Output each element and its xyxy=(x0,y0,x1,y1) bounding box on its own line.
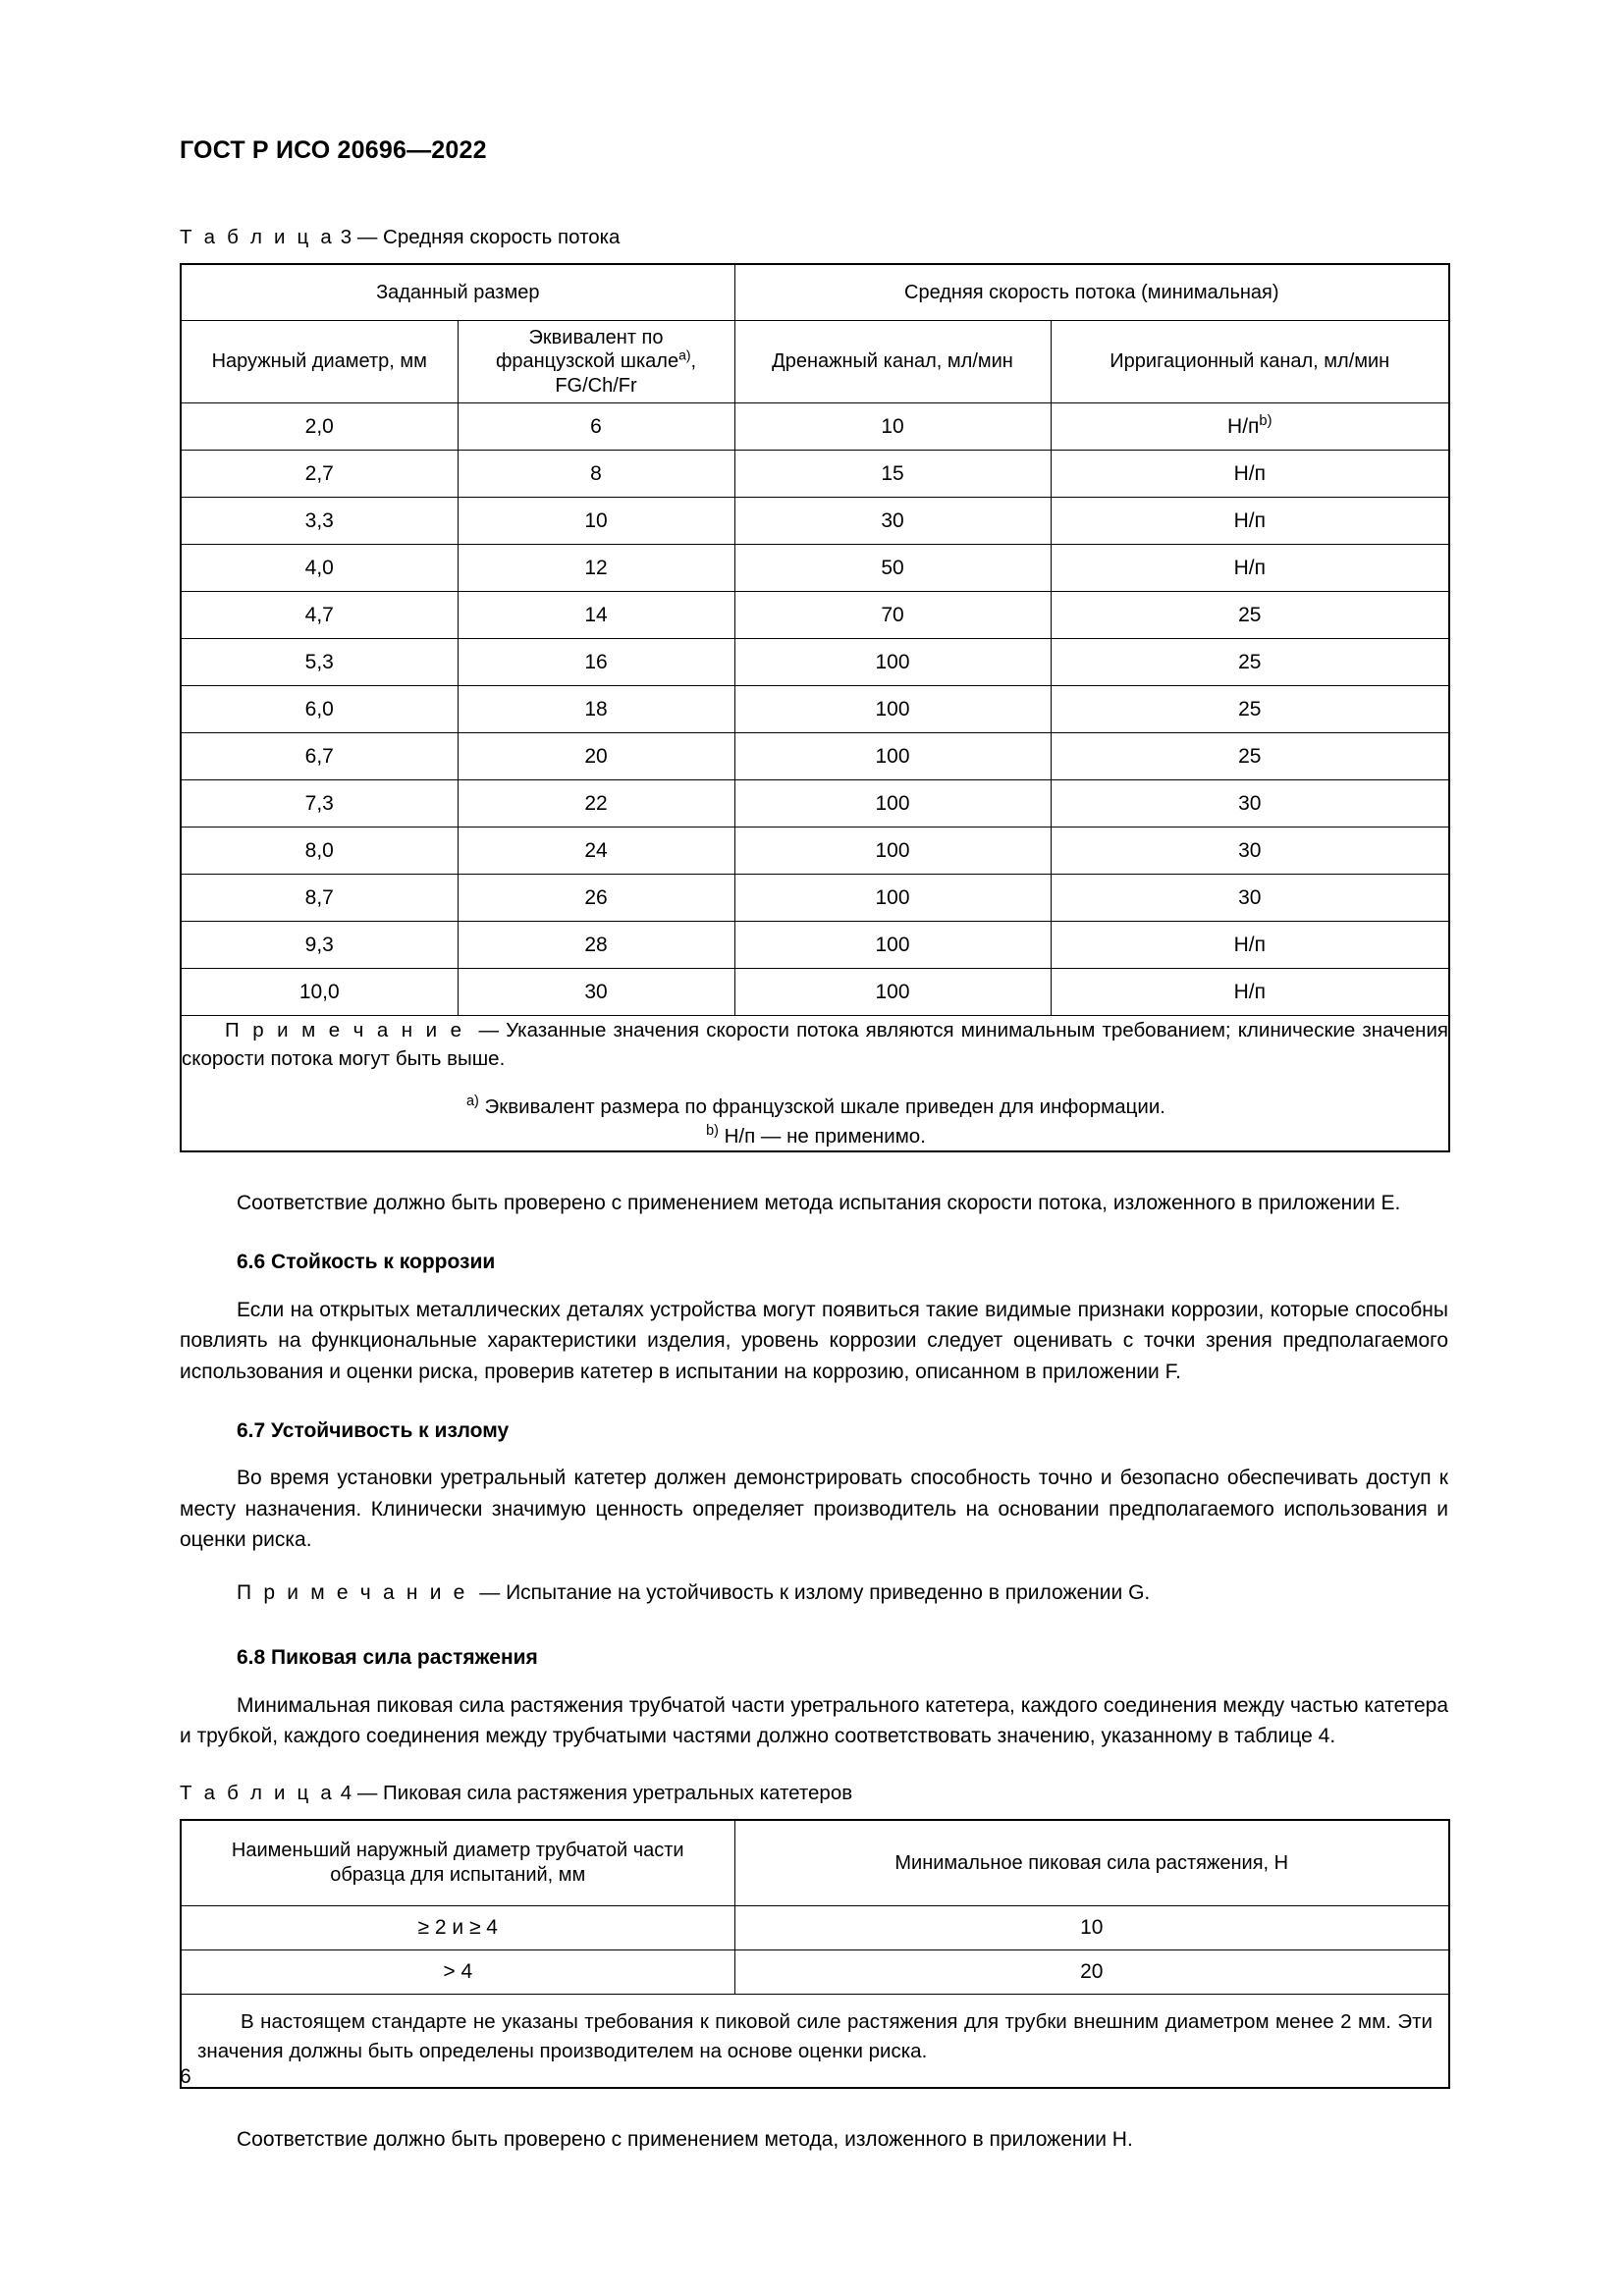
section-6-7-note xyxy=(180,1577,1448,1609)
table3 xyxy=(180,263,1450,1152)
cell-drainage: 70 xyxy=(734,592,1051,639)
section-6-7-text: Во время установки уретральный катетер должен демонстрировать способность точно и безопасно обеспечивать доступ к месту назначения. Клинически значимую ценность определяет производитель на основании предполагаемого использования и оценки риска. xyxy=(180,1467,1448,1552)
cell-diameter: 7,3 xyxy=(181,780,458,828)
cell-diameter: 10,0 xyxy=(181,969,458,1016)
cell-drainage: 100 xyxy=(734,875,1051,922)
table3-col-french-scale-text: Эквивалент по французской шкале xyxy=(495,327,679,373)
spacer xyxy=(180,1277,1448,1295)
cell-diameter: 2,0 xyxy=(181,403,458,451)
cell-drainage: 100 xyxy=(734,686,1051,733)
table-row xyxy=(181,639,1449,686)
table3-footnote-a-text: Эквивалент размера по французской шкале приведен для информации. xyxy=(484,1095,1165,1119)
spacer xyxy=(180,1387,1448,1416)
table4-note xyxy=(181,1995,1449,2088)
table3-col-drainage-channel: Дренажный канал, мл/мин xyxy=(734,321,1051,403)
cell-drainage: 100 xyxy=(734,922,1051,969)
section-6-7-title: 6.7 Устойчивость к излому xyxy=(237,1419,510,1443)
cell-french: 30 xyxy=(458,969,734,1016)
table4-caption xyxy=(180,1782,1448,1806)
cell-peak-force: 10 xyxy=(734,1906,1449,1950)
cell-french: 28 xyxy=(458,922,734,969)
table4-notes-row xyxy=(181,1995,1449,2088)
table3-note-dash: — xyxy=(478,1019,499,1042)
table4-col-min-outer-diameter: Наименьший наружный диаметр трубчатой части образца для испытаний, мм xyxy=(181,1820,734,1906)
cell-french: 12 xyxy=(458,545,734,592)
cell-french: 10 xyxy=(458,498,734,545)
cell-drainage: 10 xyxy=(734,403,1051,451)
table3-caption-title: Средняя скорость потока xyxy=(383,225,621,248)
cell-irrigation: Н/п xyxy=(1051,451,1449,498)
cell-french: 22 xyxy=(458,780,734,828)
section-6-6-title: 6.6 Стойкость к коррозии xyxy=(237,1251,496,1274)
table3-col-french-scale xyxy=(458,321,734,403)
table4-col-min-peak-force: Минимальное пиковая сила растяжения, Н xyxy=(734,1820,1449,1906)
table4-caption-number: 4 xyxy=(340,1781,352,1804)
footnote-b-marker: b) xyxy=(706,1122,719,1139)
table-row xyxy=(181,969,1449,1016)
cell-peak-force: 20 xyxy=(734,1950,1449,1995)
spacer xyxy=(180,1673,1448,1690)
table4-note-text: В настоящем стандарте не указаны требования к пиковой силе растяжения для трубки внешним диаметром менее 2 мм. Эти значения должны быть определены производителем на основе оценки риска. xyxy=(197,2010,1433,2063)
cell-french: 18 xyxy=(458,686,734,733)
table3-footnote-b xyxy=(182,1122,1448,1150)
para-after-table4: Соответствие должно быть проверено с применением метода, изложенного в приложении Н. xyxy=(237,2127,1133,2151)
table3-notes xyxy=(181,1016,1449,1151)
footnote-marker-b: b) xyxy=(1259,412,1272,429)
cell-irrigation: 25 xyxy=(1051,733,1449,780)
table3-header-row xyxy=(181,321,1449,403)
table-row xyxy=(181,922,1449,969)
table-row xyxy=(181,403,1449,451)
table-row xyxy=(181,780,1449,828)
spacer xyxy=(180,1752,1448,1782)
cell-drainage: 100 xyxy=(734,969,1051,1016)
cell-irrigation: 30 xyxy=(1051,780,1449,828)
table-row xyxy=(181,498,1449,545)
cell-diameter: 4,0 xyxy=(181,545,458,592)
table3-footnote-b-text: Н/п — не применимо. xyxy=(724,1124,926,1148)
cell-diameter: 2,7 xyxy=(181,451,458,498)
table-row xyxy=(181,733,1449,780)
footnote-a-marker: a) xyxy=(466,1094,479,1110)
table3-col-outer-diameter: Наружный диаметр, мм xyxy=(181,321,458,403)
spacer xyxy=(180,1556,1448,1577)
spacer xyxy=(180,1445,1448,1463)
table-row xyxy=(181,686,1449,733)
table3-caption-dash: — xyxy=(356,225,378,248)
cell-irrigation: Н/п xyxy=(1051,922,1449,969)
cell-irrigation: 25 xyxy=(1051,592,1449,639)
cell-diameter-range: > 4 xyxy=(181,1950,734,1995)
table4 xyxy=(180,1819,1450,2088)
section-6-8-text: Минимальная пиковая сила растяжения трубчатой части уретрального катетера, каждого соединения между частью катетера и трубкой, каждого соединения между трубчатыми частями должно соответствовать значению, указанному в таблице 4. xyxy=(180,1693,1448,1748)
cell-french: 8 xyxy=(458,451,734,498)
table3-caption xyxy=(180,226,1448,250)
cell-french: 24 xyxy=(458,828,734,875)
cell-drainage: 30 xyxy=(734,498,1051,545)
table3-note-label: П р и м е ч а н и е xyxy=(225,1019,465,1042)
cell-irrigation: 25 xyxy=(1051,686,1449,733)
para-after-table3: Соответствие должно быть проверено с применением метода испытания скорости потока, изложенного в приложении Е. xyxy=(237,1191,1401,1214)
cell-drainage: 50 xyxy=(734,545,1051,592)
cell-irrigation xyxy=(1051,403,1449,451)
spacer xyxy=(180,1152,1448,1188)
cell-irrigation: Н/п xyxy=(1051,498,1449,545)
section-6-7-note-text: Испытание на устойчивость к излому приведенно в приложении G. xyxy=(506,1580,1151,1604)
table3-note xyxy=(182,1016,1448,1073)
cell-irrigation: 25 xyxy=(1051,639,1449,686)
table4-caption-title: Пиковая сила растяжения уретральных катетеров xyxy=(383,1781,853,1804)
cell-diameter: 5,3 xyxy=(181,639,458,686)
table-row xyxy=(181,592,1449,639)
table3-caption-prefix: Т а б л и ц а xyxy=(180,225,335,248)
table-row xyxy=(181,545,1449,592)
cell-diameter: 3,3 xyxy=(181,498,458,545)
notes-spacer xyxy=(182,1079,1448,1093)
cell-irrigation: 30 xyxy=(1051,828,1449,875)
section-6-7-note-label: П р и м е ч а н и е xyxy=(237,1580,468,1604)
cell-diameter: 6,7 xyxy=(181,733,458,780)
section-6-8-title: 6.8 Пиковая сила растяжения xyxy=(237,1646,538,1670)
cell-french: 26 xyxy=(458,875,734,922)
table-row xyxy=(181,875,1449,922)
cell-french: 6 xyxy=(458,403,734,451)
table3-notes-row xyxy=(181,1016,1449,1151)
table4-header-row xyxy=(181,1820,1449,1906)
table3-note-text: Указанные значения скорости потока являются минимальным требованием; клинические значения скорости потока могут быть выше. xyxy=(182,1019,1449,1071)
cell-diameter: 4,7 xyxy=(181,592,458,639)
table3-col-french-scale-suffix: , FG/Ch/Fr xyxy=(555,350,697,397)
table3-group-given-size: Заданный размер xyxy=(181,264,734,321)
cell-irrigation: 30 xyxy=(1051,875,1449,922)
cell-irrigation-text: Н/п xyxy=(1227,414,1260,438)
cell-drainage: 100 xyxy=(734,733,1051,780)
section-6-6-text: Если на открытых металлических деталях устройства могут появиться такие видимые признаки коррозии, которые способны повлиять на функциональные характеристики изделия, уровень коррозии следует оценивать с точки зрения предполагаемого использования и оценки риска, проверив катетер в испытании на коррозию, описанном в приложении F. xyxy=(180,1298,1448,1383)
footnote-marker-a: a) xyxy=(678,347,691,363)
table4-caption-dash: — xyxy=(356,1781,378,1804)
cell-drainage: 15 xyxy=(734,451,1051,498)
spacer xyxy=(180,1218,1448,1248)
cell-irrigation: Н/п xyxy=(1051,969,1449,1016)
section-6-7-note-dash: — xyxy=(479,1580,501,1604)
document-header: ГОСТ Р ИСО 20696—2022 xyxy=(180,136,487,164)
table3-group-mean-flow: Средняя скорость потока (минимальная) xyxy=(734,264,1449,321)
cell-drainage: 100 xyxy=(734,780,1051,828)
table3-col-irrigation-channel: Ирригационный канал, мл/мин xyxy=(1051,321,1449,403)
spacer xyxy=(180,2089,1448,2124)
table-row xyxy=(181,1906,1449,1950)
table3-group-header-row xyxy=(181,264,1449,321)
table-row xyxy=(181,1950,1449,1995)
cell-irrigation: Н/п xyxy=(1051,545,1449,592)
cell-diameter-range: ≥ 2 и ≥ 4 xyxy=(181,1906,734,1950)
table-row xyxy=(181,451,1449,498)
cell-diameter: 8,0 xyxy=(181,828,458,875)
cell-diameter: 8,7 xyxy=(181,875,458,922)
cell-drainage: 100 xyxy=(734,639,1051,686)
cell-french: 14 xyxy=(458,592,734,639)
cell-diameter: 6,0 xyxy=(181,686,458,733)
cell-french: 20 xyxy=(458,733,734,780)
table-row xyxy=(181,828,1449,875)
spacer xyxy=(180,1608,1448,1643)
table3-footnote-a xyxy=(182,1093,1448,1121)
table3-caption-number: 3 xyxy=(340,225,352,248)
table4-caption-prefix: Т а б л и ц а xyxy=(180,1781,335,1804)
cell-french: 16 xyxy=(458,639,734,686)
cell-drainage: 100 xyxy=(734,828,1051,875)
page-number: 6 xyxy=(180,2065,191,2088)
page-content xyxy=(180,137,1448,2155)
cell-diameter: 9,3 xyxy=(181,922,458,969)
